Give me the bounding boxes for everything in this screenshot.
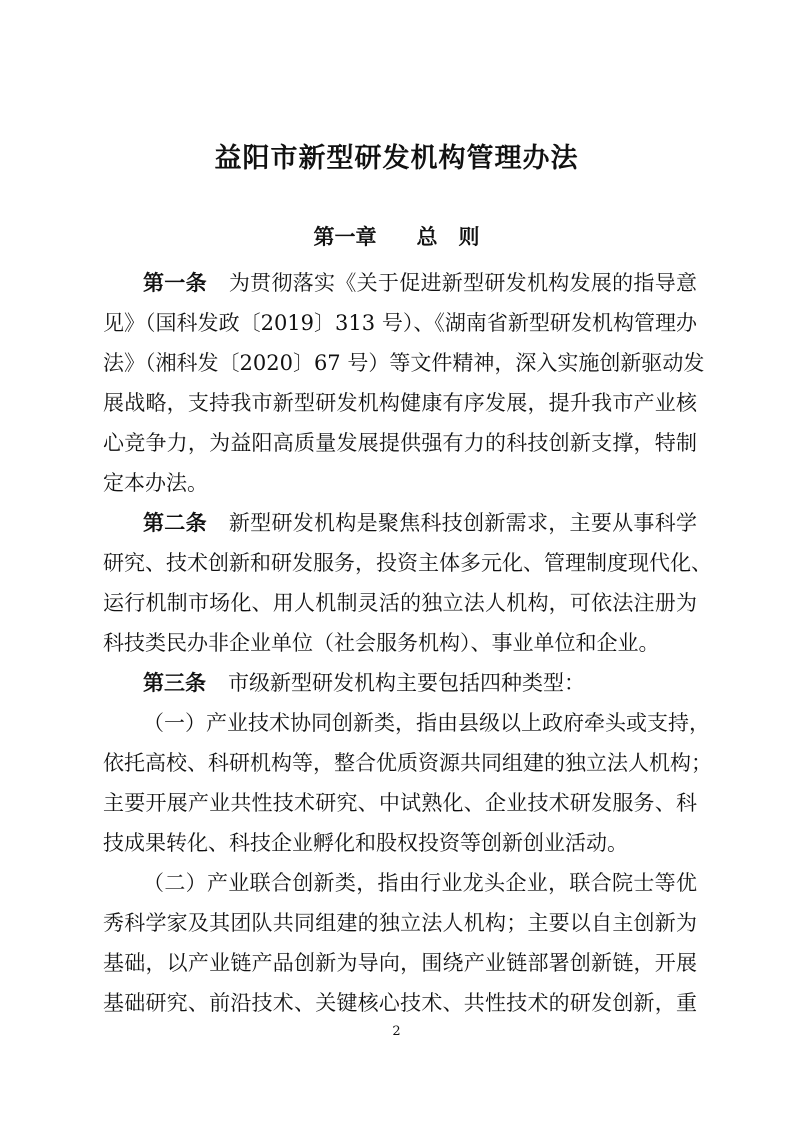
item-2-line: 基础研究、前沿技术、关键核心技术、共性技术的研发创新，重 — [103, 991, 697, 1015]
item-1-line: （一）产业技术协同创新类，指由县级以上政府牵头或支持， — [143, 711, 710, 735]
chapter-heading — [0, 221, 793, 251]
page-number: 2 — [392, 1024, 401, 1039]
item-1-line: 技成果转化、科技企业孵化和股权投资等创新创业活动。 — [103, 831, 628, 855]
article-1-line: 第一条 为贯彻落实《关于促进新型研发机构发展的指导意 — [143, 271, 697, 295]
item-2-line: 基础，以产业链产品创新为导向，围绕产业链部署创新链，开展 — [103, 951, 697, 975]
article-1-line: 定本办法。 — [103, 471, 208, 495]
article-2-line: 研究、技术创新和研发服务，投资主体多元化、管理制度现代化、 — [103, 551, 712, 575]
article-1-line: 展战略，支持我市新型研发机构健康有序发展，提升我市产业核 — [103, 391, 697, 415]
item-2-line: 秀科学家及其团队共同组建的独立法人机构；主要以自主创新为 — [103, 911, 697, 935]
article-3-line: 第三条 市级新型研发机构主要包括四种类型： — [143, 671, 585, 695]
article-1-line: 心竞争力，为益阳高质量发展提供强有力的科技创新支撑，特制 — [103, 431, 697, 455]
article-label: 第二条 — [143, 511, 207, 535]
item-1-line: 主要开展产业共性技术研究、中试熟化、企业技术研发服务、科 — [103, 791, 697, 815]
chapter-name: 总 则 — [416, 225, 480, 249]
article-label: 第三条 — [143, 671, 206, 695]
article-2-line: 运行机制市场化、用人机制灵活的独立法人机构，可依法注册为 — [103, 591, 697, 615]
item-2-line: （二）产业联合创新类，指由行业龙头企业，联合院士等优 — [143, 871, 697, 895]
article-2-line: 科技类民办非企业单位（社会服务机构）、事业单位和企业。 — [103, 631, 660, 655]
article-2-line: 第二条 新型研发机构是聚焦科技创新需求，主要从事科学 — [143, 511, 697, 535]
chapter-number: 第一章 — [313, 225, 377, 249]
article-label: 第一条 — [143, 271, 207, 295]
article-1-line: 法》（湘科发〔2020〕67 号）等文件精神，深入实施创新驱动发 — [103, 351, 705, 375]
article-1-line: 见》（国科发政〔2019〕313 号）、《湖南省新型研发机构管理办 — [103, 311, 697, 335]
item-1-line: 依托高校、科研机构等，整合优质资源共同组建的独立法人机构； — [103, 751, 712, 775]
document-title: 益阳市新型研发机构管理办法 — [214, 143, 579, 174]
